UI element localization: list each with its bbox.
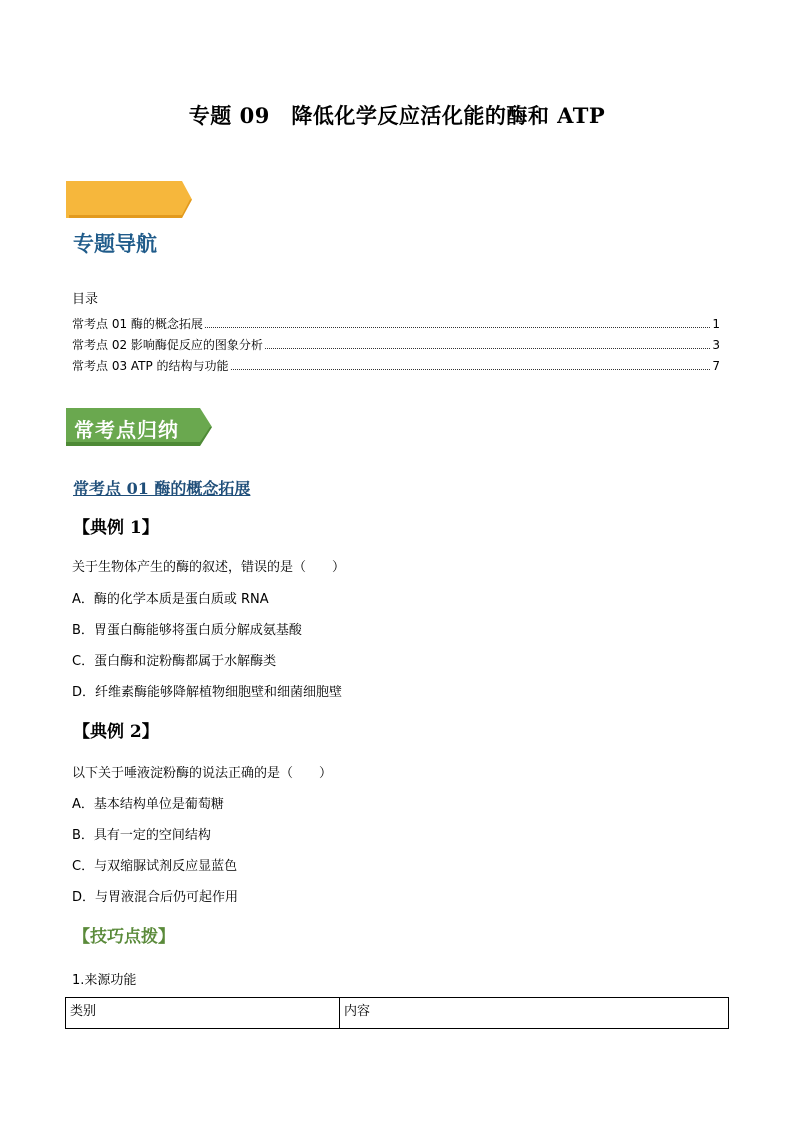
toc-leader-dots [231,368,710,370]
example-1-option-b: B．胃蛋白酶能够将蛋白质分解成氨基酸 [72,623,302,638]
toc-entry-page: 7 [712,359,720,373]
page-title: 专题 09 降低化学反应活化能的酶和 ATP [188,103,606,128]
table-header-row [66,998,729,1029]
toc-entry-label: 常考点 02 影响酶促反应的图象分析 [72,338,263,352]
example-2-option-b: B．具有一定的空间结构 [72,828,211,843]
toc-entry[interactable] [72,336,720,354]
example-1-option-c: C．蛋白酶和淀粉酶都属于水解酶类 [72,654,277,669]
subsection-label: 1.来源功能 [72,973,137,988]
toc-entry-page: 3 [712,338,720,352]
toc-leader-dots [205,326,710,328]
table-header-cell: 类别 [66,998,340,1029]
toc-entry-label: 常考点 03 ATP 的结构与功能 [72,359,229,373]
toc-entry-label: 常考点 01 酶的概念拓展 [72,317,203,331]
example-2-question: 以下关于唾液淀粉酶的说法正确的是（ ） [72,766,333,781]
tips-heading: 【技巧点拨】 [73,927,175,947]
example-1-option-d: D．纤维素酶能够降解植物细胞壁和细菌细胞壁 [72,685,343,700]
source-function-table [65,997,729,1029]
table-header-cell: 内容 [340,998,729,1029]
example-2-option-c: C．与双缩脲试剂反应显蓝色 [72,859,238,874]
example-1-question: 关于生物体产生的酶的叙述，错误的是（ ） [72,560,346,575]
toc-entry[interactable] [72,315,720,333]
toc-entry-page: 1 [712,317,720,331]
nav-section-title: 专题导航 [73,232,157,256]
nav-banner-shape [66,181,192,218]
toc-entry[interactable] [72,357,720,375]
toc-leader-dots [265,347,710,349]
summary-tag-label: 常考点归纳 [74,418,179,442]
example-2-option-a: A．基本结构单位是葡萄糖 [72,797,224,812]
toc-heading: 目录 [72,292,99,307]
example-1-label: 【典例 1】 [73,518,159,538]
section-heading-link[interactable]: 常考点 01 酶的概念拓展 [73,479,251,498]
example-1-option-a: A．酶的化学本质是蛋白质或 RNA [72,592,269,607]
example-2-label: 【典例 2】 [73,722,159,742]
example-2-option-d: D．与胃液混合后仍可起作用 [72,890,239,905]
